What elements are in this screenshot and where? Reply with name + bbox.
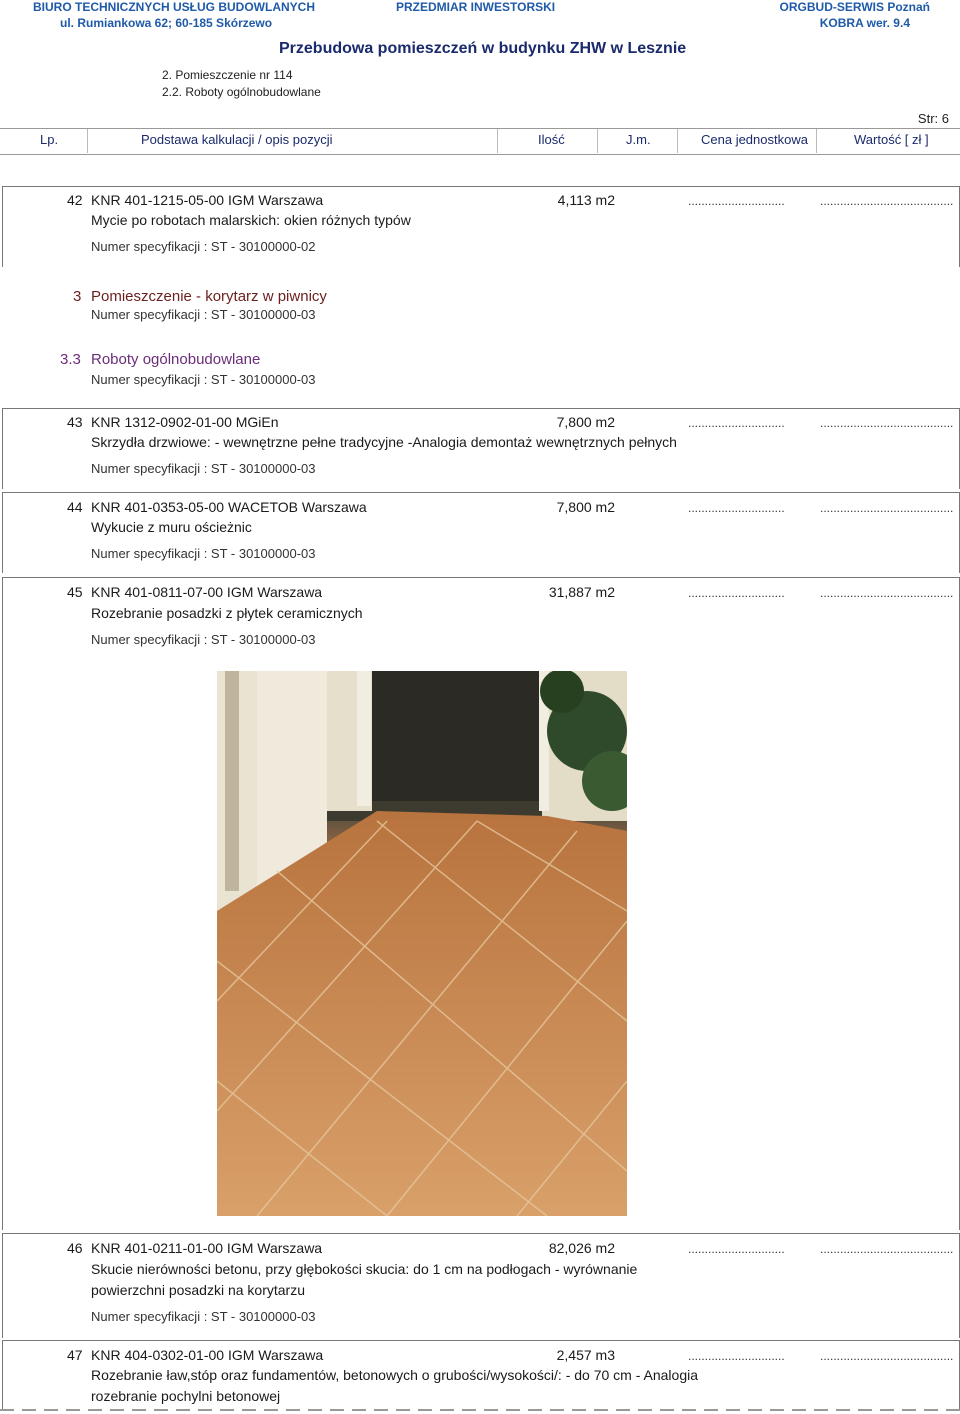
value-placeholder: ........................................ <box>820 501 954 515</box>
item-code: KNR 401-0811-07-00 IGM Warszawa <box>91 584 323 600</box>
col-value: Wartość [ zł ] <box>854 132 929 147</box>
item-quantity: 31,887 m2 <box>548 584 615 600</box>
value-placeholder: ........................................ <box>820 1349 954 1363</box>
item-description: Wykucie z muru ościeżnic <box>91 519 252 535</box>
column-divider <box>597 129 598 153</box>
col-unit: J.m. <box>626 132 651 147</box>
section-spec: Numer specyfikacji : ST - 30100000-03 <box>91 307 316 322</box>
item-spec: Numer specyfikacji : ST - 30100000-03 <box>91 461 316 476</box>
item-description-cont: powierzchni posadzki na korytarzu <box>91 1282 305 1298</box>
item-description: Rozebranie posadzki z płytek ceramicznych <box>91 605 363 621</box>
item-description: Mycie po robotach malarskich: okien różnych typów <box>91 212 411 228</box>
col-basis: Podstawa kalkulacji / opis pozycji <box>141 132 333 147</box>
item-spec: Numer specyfikacji : ST - 30100000-02 <box>91 239 316 254</box>
value-placeholder: ........................................ <box>820 194 954 208</box>
item-spec: Numer specyfikacji : ST - 30100000-03 <box>91 632 316 647</box>
column-divider <box>677 129 678 153</box>
section-number: 3 <box>73 288 82 305</box>
breadcrumb-room: 2. Pomieszczenie nr 114 <box>162 68 293 82</box>
subsection-title: Roboty ogólnobudowlane <box>91 351 261 368</box>
company-address: ul. Rumiankowa 62; 60-185 Skórzewo <box>60 16 273 30</box>
column-divider <box>816 129 817 153</box>
price-placeholder: ............................. <box>688 586 785 600</box>
corridor-floor-photo <box>217 671 627 1216</box>
subsection-number: 3.3 <box>60 351 81 368</box>
subsection-spec: Numer specyfikacji : ST - 30100000-03 <box>91 372 316 387</box>
item-code: KNR 401-1215-05-00 IGM Warszawa <box>91 192 324 208</box>
value-placeholder: ........................................ <box>820 1242 954 1256</box>
item-quantity: 7,800 m2 <box>556 414 615 430</box>
item-spec: Numer specyfikacji : ST - 30100000-03 <box>91 1309 316 1324</box>
item-description: Rozebranie ław,stóp oraz fundamentów, betonowych o grubości/wysokości/: - do 70 cm - Analogia <box>91 1367 698 1383</box>
col-unit-price: Cena jednostkowa <box>701 132 808 147</box>
column-divider <box>497 129 498 153</box>
item-code: KNR 401-0353-05-00 WACETOB Warszawa <box>91 499 367 515</box>
item-quantity: 7,800 m2 <box>556 499 615 515</box>
item-code: KNR 404-0302-01-00 IGM Warszawa <box>91 1347 324 1363</box>
price-placeholder: ............................. <box>688 416 785 430</box>
item-description: Skrzydła drzwiowe: - wewnętrzne pełne tradycyjne -Analogia demontaż wewnętrznych pełnych <box>91 434 677 450</box>
item-code: KNR 1312-0902-01-00 MGiEn <box>91 414 279 430</box>
price-placeholder: ............................. <box>688 1242 785 1256</box>
document-type: PRZEDMIAR INWESTORSKI <box>396 0 556 14</box>
section-title: Pomieszczenie - korytarz w piwnicy <box>91 288 327 305</box>
col-lp: Lp. <box>40 132 59 147</box>
value-placeholder: ........................................ <box>820 416 954 430</box>
item-quantity: 4,113 m2 <box>557 192 615 208</box>
price-placeholder: ............................. <box>688 501 785 515</box>
item-number: 42 <box>67 192 83 208</box>
price-placeholder: ............................. <box>688 1349 785 1363</box>
page-break-line <box>0 1409 960 1411</box>
value-placeholder: ........................................ <box>820 586 954 600</box>
item-description: Skucie nierówności betonu, przy głębokości skucia: do 1 cm na podłogach - wyrównanie <box>91 1261 638 1277</box>
software-name: ORGBUD-SERWIS Poznań <box>779 0 930 14</box>
item-code: KNR 401-0211-01-00 IGM Warszawa <box>91 1240 323 1256</box>
item-number: 43 <box>67 414 83 430</box>
item-number: 45 <box>67 584 83 600</box>
item-number: 47 <box>67 1347 83 1363</box>
page-title: Przebudowa pomieszczeń w budynku ZHW w Lesznie <box>279 40 687 57</box>
breadcrumb-works: 2.2. Roboty ogólnobudowlane <box>162 85 321 99</box>
item-description-cont: rozebranie pochylni betonowej <box>91 1388 281 1404</box>
item-number: 44 <box>67 499 83 515</box>
item-number: 46 <box>67 1240 83 1256</box>
price-placeholder: ............................. <box>688 194 785 208</box>
col-qty: Ilość <box>538 132 565 147</box>
page-number: Str: 6 <box>917 111 949 126</box>
item-spec: Numer specyfikacji : ST - 30100000-03 <box>91 546 316 561</box>
item-quantity: 82,026 m2 <box>548 1240 615 1256</box>
column-divider <box>87 129 88 153</box>
item-quantity: 2,457 m3 <box>556 1347 615 1363</box>
company-name: BIURO TECHNICZNYCH USŁUG BUDOWLANYCH <box>33 0 315 14</box>
software-version: KOBRA wer. 9.4 <box>819 16 910 30</box>
